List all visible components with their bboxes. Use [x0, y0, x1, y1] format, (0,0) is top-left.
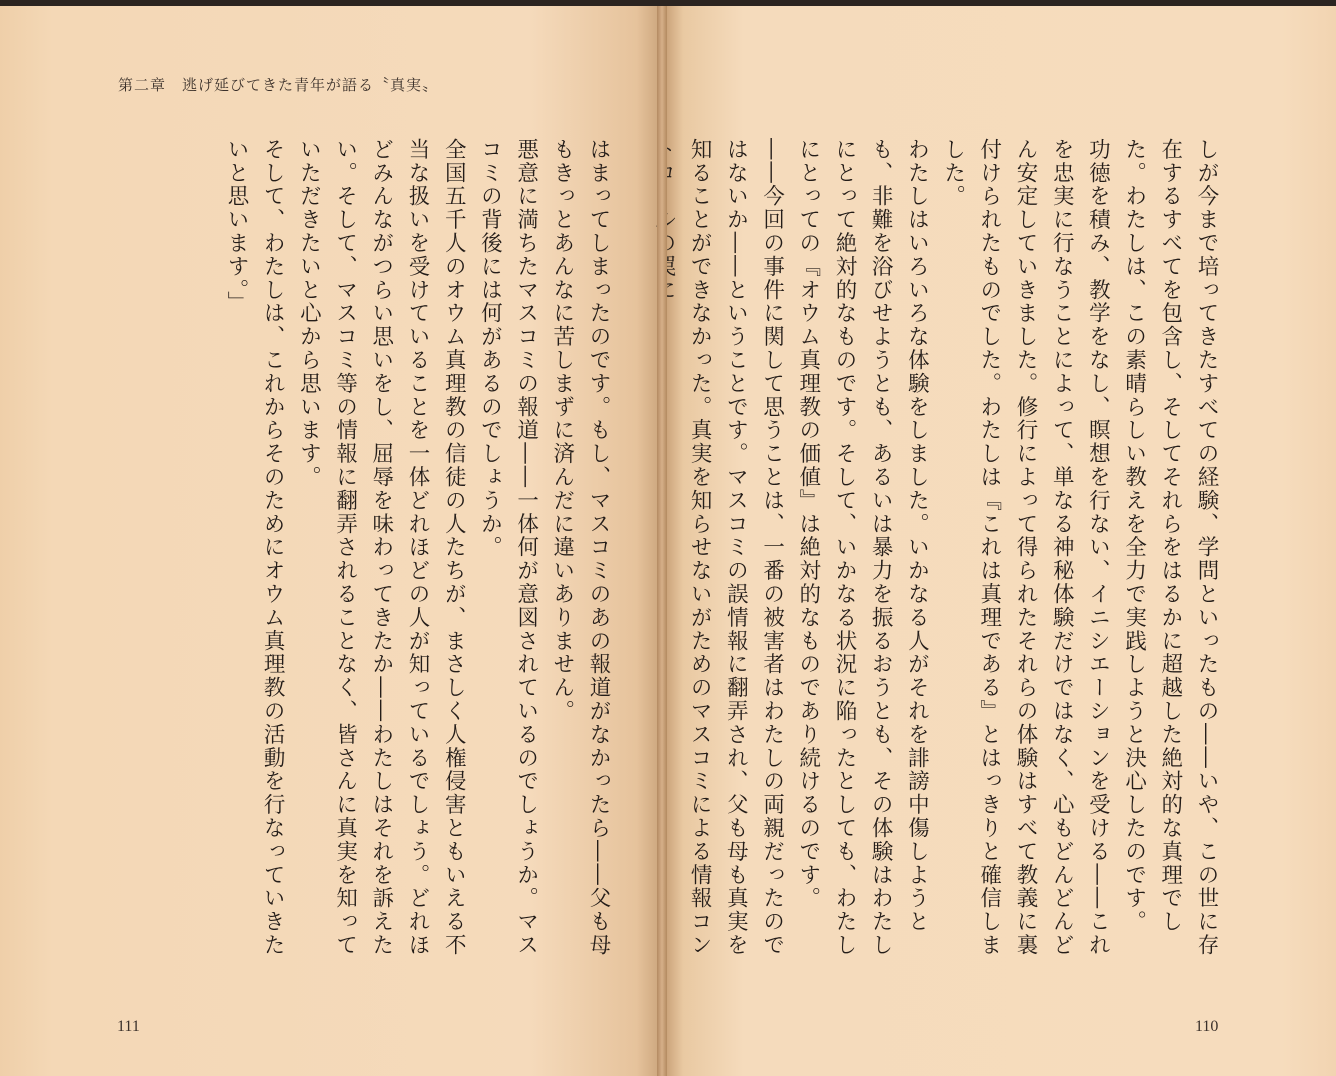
chapter-title: 逃げ延びてきた青年が語る〝真実〟 [182, 76, 439, 94]
left-page [0, 6, 663, 1076]
running-head [118, 74, 438, 95]
right-page-body [687, 138, 1224, 978]
book-gutter [657, 6, 667, 1076]
paragraph: ――今回の事件に関して思うことは、一番の被害者はわたしの両親だったのではないか――ということです。マスコミの誤情報に翻弄され、父も母も真実を知ることができなかった。真実を知らせないがためのマスコミによる情報コン [687, 138, 785, 957]
paragraph: はまってしまったのです。もし、マスコミのあの報道がなかったら――父も母もきっとあんなに苦しまずに済んだに違いありません。 [549, 138, 611, 957]
book-spread [0, 6, 1336, 1076]
paragraph: 悪意に満ちたマスコミの報道――一体何が意図されているのでしょうか。マスコミの背後には何があるのでしょうか。 [477, 138, 539, 957]
paragraph: わたしはいろいろな体験をしました。いかなる人がそれを誹謗中傷しようとも、非難を浴びせようとも、あるいは暴力を振るおうとも、その体験はわたしにとって絶対的なものです。そして、いかなる状況に陥ったとしても、わたしにとっての『オウム真理教の価値』は絶対的なものであり続けるのです。 [795, 138, 930, 957]
page-number: 111 [117, 1018, 140, 1035]
page-number: 110 [1195, 1018, 1219, 1035]
paragraph: 全国五千人のオウム真理教の信徒の人たちが、まさしく人権侵害ともいえる不当な扱いを受けていることを一体どれほどの人が知っているでしょう。どれほどみんながつらい思いをし、屈辱を味わってきたか――わたしはそれを訴えたい。そして、マスコミ等の情報に翻弄されることなく、皆さんに真実を知っていただきたいと心から思います。 [296, 138, 467, 957]
paragraph: 功徳を積み、教学をなし、瞑想を行ない、イニシエーションを受ける――これを忠実に行なうことによって、単なる神秘体験だけではなく、心もどんどんどん安定していきました。修行によって得られたそれらの体験はすべて教義に裏付けられたものでした。わたしは『これは真理である』とはっきりと確信しました。 [940, 138, 1111, 957]
chapter-label: 第二章 [118, 76, 167, 94]
left-page-body [216, 138, 616, 978]
paragraph: そして、わたしは、これからそのためにオウム真理教の活動を行なっていきたいと思います。」 [223, 138, 286, 957]
paragraph: しが今まで培ってきたすべての経験、学問といったもの――いや、この世に存在するすべてを包含し、そしてそれらをはるかに超越した絶対的な真理でした。わたしは、この素晴らしい教えを全力で実践しようと決心したのです。 [1121, 138, 1219, 957]
